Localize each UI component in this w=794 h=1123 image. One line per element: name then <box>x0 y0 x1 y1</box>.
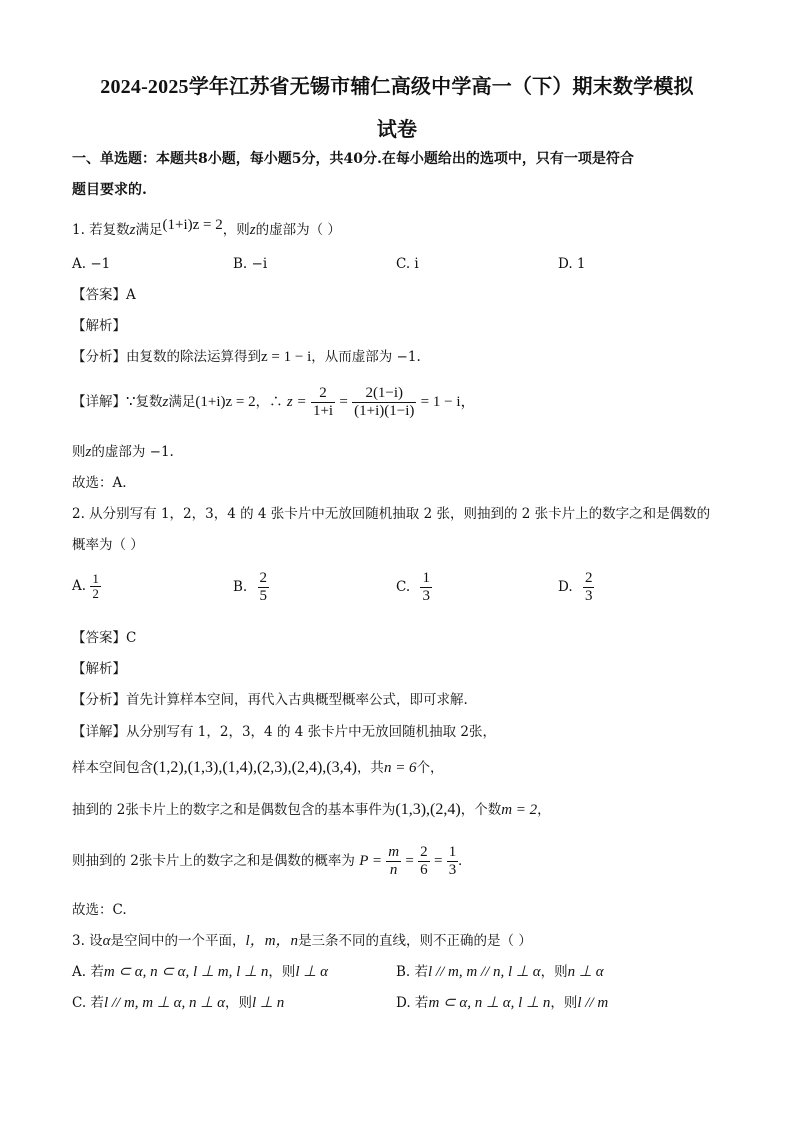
fraction-denominator: (1+i)(1−i) <box>354 403 415 419</box>
q2-event-set: (1,3),(2,4) <box>395 801 461 818</box>
section-heading-line-2: 题目要求的. <box>72 182 147 198</box>
q1-answer: 【答案】A <box>72 287 136 303</box>
q1-choose: 故选：A. <box>72 475 127 491</box>
q2-event-text: ， <box>537 802 551 818</box>
section-heading-line-1: 一、单选题：本题共8小题，每小题5分，共40分.在每小题给出的选项中，只有一项是符合 <box>72 151 634 167</box>
q1-var-z: z <box>249 222 256 238</box>
q2-prob-fraction-1 <box>386 844 401 879</box>
q2-prob-fraction-2 <box>418 844 430 879</box>
q2-prob-P: P = <box>359 853 382 869</box>
q2-probability <box>72 843 462 879</box>
q2-answer: 【答案】C <box>72 630 137 646</box>
q1-option-b: B. −i <box>233 256 268 272</box>
q1-option-a: A. −1 <box>72 256 111 272</box>
fraction-denominator: 3 <box>422 588 430 604</box>
q2-event-text: 抽到的 2张卡片上的数字之和是偶数包含的基本事件为 <box>72 802 396 818</box>
option-text: ，则 <box>225 995 252 1011</box>
q2-event <box>72 801 551 819</box>
q1-eq-tail: = 1 − i， <box>420 394 476 410</box>
q3-stem <box>72 932 532 950</box>
q2-prob-fraction-3 <box>447 844 459 879</box>
q2-sample-n: n = 6 <box>383 760 417 776</box>
fraction-numerator: 2 <box>420 844 428 860</box>
option-label: B. 若 <box>396 964 429 980</box>
q2-fenxi: 【分析】首先计算样本空间，再代入古典概型概率公式，即可求解. <box>72 692 468 708</box>
q2-prob-text: 则抽到的 2张卡片上的数字之和是偶数的概率为 <box>72 853 355 869</box>
option-fraction <box>420 570 432 605</box>
q1-stem-text: 满足 <box>135 222 163 238</box>
q2-stem-line-2: 概率为（ ） <box>72 537 144 553</box>
q1-detail-text: 满足 <box>168 394 196 410</box>
equals-sign: = <box>405 853 414 869</box>
q1-conclusion <box>72 443 174 461</box>
option-text: ，则 <box>268 964 296 980</box>
option-label: A. <box>72 578 87 594</box>
q1-condition: (1+i)z = 2 <box>162 217 223 233</box>
fraction-numerator: m <box>388 844 400 860</box>
option-label: A. 若 <box>72 964 104 980</box>
q1-detail-condition: (1+i)z = 2 <box>195 394 256 410</box>
q3-lines-lmn: l，m，n <box>245 933 299 949</box>
q1-fenxi <box>72 348 421 366</box>
q1-analysis-label: 【解析】 <box>72 318 126 334</box>
q1-var-z: z <box>129 222 136 238</box>
q2-sample-text: 个， <box>416 760 444 776</box>
q2-option-a <box>72 572 101 601</box>
fraction-numerator: 1 <box>92 571 99 586</box>
fraction-denominator: 5 <box>259 588 268 604</box>
q1-conclusion-text: 的虚部为 −1. <box>91 444 174 460</box>
option-condition: l // m, m ⊥ α, n ⊥ α <box>103 995 225 1011</box>
q3-stem-text: 是空间中的一个平面， <box>110 933 246 949</box>
document-title-line-1: 2024-2025学年江苏省无锡市辅仁高级中学高一（下）期末数学模拟 <box>100 76 694 98</box>
option-label: B. <box>233 579 248 595</box>
q1-detail-label: 【详解】 <box>72 394 126 410</box>
q3-option-a <box>72 963 328 981</box>
q2-sample-space <box>72 759 444 777</box>
q1-fraction-1 <box>311 385 335 420</box>
q1-var-z: z <box>85 444 92 460</box>
equals-sign: = <box>339 394 348 410</box>
fraction-denominator: 1+i <box>312 403 334 419</box>
q2-sample-text: ，共 <box>356 760 384 776</box>
q1-option-c: C. i <box>396 256 419 272</box>
option-result: l ⊥ n <box>252 995 285 1011</box>
fraction-numerator: 2 <box>311 385 335 403</box>
q1-fenxi-text: 【分析】由复数的除法运算得到 <box>72 349 261 365</box>
option-fraction <box>258 570 270 605</box>
q2-sample-text: 样本空间包含 <box>72 760 153 776</box>
fraction-numerator: 2 <box>259 570 268 586</box>
q1-conclusion-text: 则 <box>72 444 86 460</box>
q3-var-alpha: α <box>102 933 111 949</box>
option-fraction <box>583 570 595 605</box>
q2-choose: 故选：C. <box>72 902 127 918</box>
option-text: ，则 <box>540 964 568 980</box>
q3-option-b <box>396 963 604 981</box>
q1-detail-text: 复数 <box>135 394 163 410</box>
option-text: ，则 <box>550 995 578 1011</box>
q1-fraction-2 <box>352 385 416 420</box>
q1-detail <box>72 384 476 420</box>
option-label: C. 若 <box>72 995 104 1011</box>
q3-option-d <box>396 994 608 1012</box>
q1-var-z: z <box>162 394 169 410</box>
fraction-denominator: 6 <box>420 862 428 878</box>
q2-detail-line-1: 【详解】从分别写有 1，2，3，4 的 4 张卡片中无放回随机抽取 2张， <box>72 724 496 740</box>
q3-stem-text: 是三条不同的直线，则不正确的是（ ） <box>298 933 532 949</box>
period: . <box>458 853 462 869</box>
q2-stem-line-1: 2. 从分别写有 1，2，3，4 的 4 张卡片中无放回随机抽取 2 张，则抽到的 2 张卡片上的数字之和是偶数的 <box>72 506 711 522</box>
option-label: C. <box>396 579 411 595</box>
option-condition: m ⊂ α, n ⊥ α, l ⊥ n <box>428 995 551 1011</box>
q3-option-c <box>72 994 284 1012</box>
fraction-numerator: 2(1−i) <box>352 385 416 403</box>
document-title-line-2: 试卷 <box>376 119 418 141</box>
fraction-denominator: n <box>389 862 398 878</box>
q1-fenxi-text: ，从而虚部为 −1. <box>311 349 421 365</box>
option-result: l ⊥ α <box>295 964 328 980</box>
q3-stem-text: 3. 设 <box>72 933 103 949</box>
q1-stem-text: 1. 若复数 <box>72 222 130 238</box>
q2-option-d <box>558 570 594 605</box>
option-condition: l // m, m // n, l ⊥ α <box>428 964 541 980</box>
q1-stem <box>72 217 341 239</box>
because-symbol: ∵ <box>126 394 136 410</box>
fraction-denominator: 2 <box>92 586 99 601</box>
q2-option-c <box>396 570 432 605</box>
therefore-symbol: ，∴ <box>255 394 283 410</box>
option-result: n ⊥ α <box>567 964 604 980</box>
fraction-numerator: 2 <box>584 570 593 586</box>
option-result: l // m <box>577 995 609 1011</box>
q1-eq-z: z = <box>286 394 307 410</box>
option-fraction <box>90 572 101 601</box>
equals-sign: = <box>433 853 443 869</box>
option-label: D. 若 <box>396 995 429 1011</box>
q2-sample-set: (1,2),(1,3),(1,4),(2,3),(2,4),(3,4) <box>153 759 357 776</box>
q2-option-b <box>233 570 269 605</box>
q2-event-m: m = 2 <box>501 802 538 818</box>
q2-event-text: ，个数 <box>460 802 502 818</box>
q1-fenxi-eq: z = 1 − i <box>261 349 312 365</box>
option-condition: m ⊂ α, n ⊂ α, l ⊥ m, l ⊥ n <box>103 964 269 980</box>
q1-stem-text: ，则 <box>222 222 250 238</box>
fraction-denominator: 3 <box>584 588 593 604</box>
q1-option-d: D. 1 <box>558 256 586 272</box>
fraction-denominator: 3 <box>448 862 457 878</box>
fraction-numerator: 1 <box>448 844 457 860</box>
fraction-numerator: 1 <box>422 570 430 586</box>
q1-stem-text: 的虚部为（ ） <box>255 222 341 238</box>
q2-analysis-label: 【解析】 <box>72 661 126 677</box>
option-label: D. <box>558 579 573 595</box>
